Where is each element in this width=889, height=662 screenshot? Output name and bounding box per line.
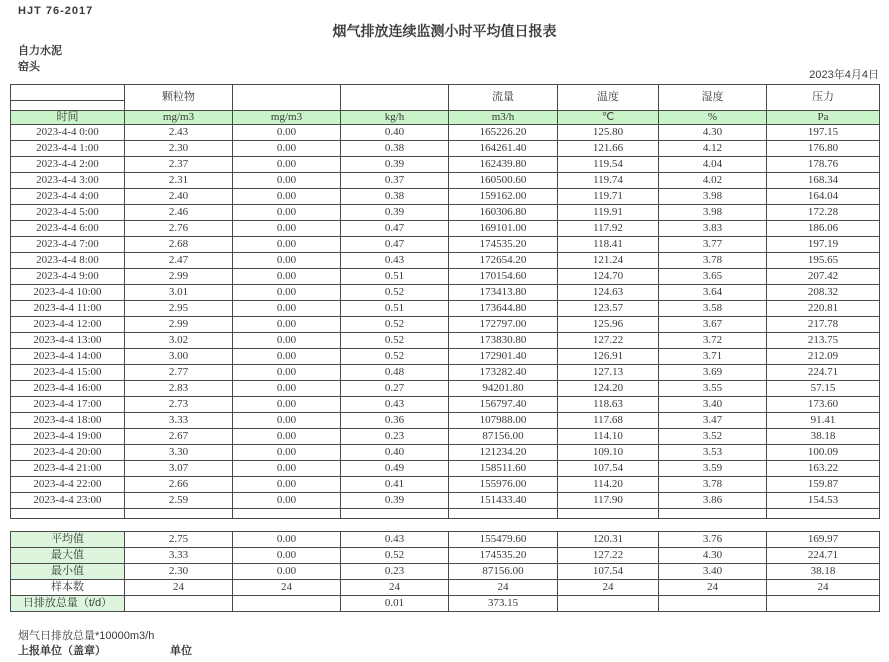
value-cell: 118.41 — [558, 237, 659, 253]
summary-value-cell — [125, 596, 233, 612]
unit-header-row — [11, 111, 880, 125]
summary-value-cell: 169.97 — [767, 532, 880, 548]
time-cell: 2023-4-4 3:00 — [11, 173, 125, 189]
summary-label: 日排放总量（t/d） — [11, 596, 125, 612]
table-row — [11, 157, 880, 173]
value-cell: 176.80 — [767, 141, 880, 157]
summary-value-cell: 120.31 — [558, 532, 659, 548]
time-cell: 2023-4-4 10:00 — [11, 285, 125, 301]
value-cell: 0.23 — [341, 429, 449, 445]
value-cell: 0.00 — [233, 397, 341, 413]
summary-label: 样本数 — [11, 580, 125, 596]
col-group-temperature: 温度 — [558, 85, 659, 111]
summary-value-cell: 0.00 — [233, 548, 341, 564]
value-cell: 168.34 — [767, 173, 880, 189]
value-cell: 94201.80 — [449, 381, 558, 397]
unit-mgm3-1: mg/m3 — [125, 111, 233, 125]
summary-value-cell: 24 — [558, 580, 659, 596]
value-cell: 119.74 — [558, 173, 659, 189]
value-cell: 125.96 — [558, 317, 659, 333]
value-cell: 0.51 — [341, 301, 449, 317]
corner-cell-top — [11, 85, 125, 101]
value-cell: 3.65 — [659, 269, 767, 285]
unit-percent: % — [659, 111, 767, 125]
value-cell: 164261.40 — [449, 141, 558, 157]
value-cell: 164.04 — [767, 189, 880, 205]
value-cell: 154.53 — [767, 493, 880, 509]
unit-celsius: ℃ — [558, 111, 659, 125]
value-cell: 2.66 — [125, 477, 233, 493]
company-name: 自力水泥 — [18, 45, 62, 57]
col-group-particulate: 颗粒物 — [125, 85, 233, 111]
value-cell: 156797.40 — [449, 397, 558, 413]
value-cell: 2.76 — [125, 221, 233, 237]
value-cell: 0.52 — [341, 349, 449, 365]
table-row — [11, 221, 880, 237]
summary-value-cell: 0.00 — [233, 532, 341, 548]
time-cell: 2023-4-4 14:00 — [11, 349, 125, 365]
value-cell: 0.00 — [233, 221, 341, 237]
value-cell: 3.33 — [125, 413, 233, 429]
value-cell: 169101.00 — [449, 221, 558, 237]
value-cell: 3.30 — [125, 445, 233, 461]
value-cell: 197.15 — [767, 125, 880, 141]
value-cell: 3.07 — [125, 461, 233, 477]
value-cell: 0.00 — [233, 125, 341, 141]
summary-value-cell: 224.71 — [767, 548, 880, 564]
time-cell: 2023-4-4 1:00 — [11, 141, 125, 157]
table-row — [11, 365, 880, 381]
summary-value-cell: 24 — [341, 580, 449, 596]
time-cell: 2023-4-4 7:00 — [11, 237, 125, 253]
time-cell: 2023-4-4 21:00 — [11, 461, 125, 477]
value-cell: 2.31 — [125, 173, 233, 189]
value-cell: 0.47 — [341, 221, 449, 237]
table-row — [11, 253, 880, 269]
summary-value-cell — [659, 596, 767, 612]
summary-value-cell: 38.18 — [767, 564, 880, 580]
time-cell: 2023-4-4 5:00 — [11, 205, 125, 221]
value-cell: 2.68 — [125, 237, 233, 253]
value-cell: 2.73 — [125, 397, 233, 413]
summary-value-cell — [233, 596, 341, 612]
table-row — [11, 477, 880, 493]
time-cell: 2023-4-4 0:00 — [11, 125, 125, 141]
table-row — [11, 461, 880, 477]
value-cell: 158511.60 — [449, 461, 558, 477]
value-cell: 0.52 — [341, 333, 449, 349]
value-cell: 217.78 — [767, 317, 880, 333]
table-row — [11, 205, 880, 221]
value-cell: 0.00 — [233, 253, 341, 269]
summary-table — [10, 531, 880, 612]
value-cell: 151433.40 — [449, 493, 558, 509]
summary-value-cell — [767, 596, 880, 612]
value-cell: 3.40 — [659, 397, 767, 413]
value-cell: 0.40 — [341, 125, 449, 141]
value-cell: 0.36 — [341, 413, 449, 429]
report-date: 2023年4月4日 — [809, 69, 879, 81]
value-cell: 0.00 — [233, 141, 341, 157]
table-row — [11, 413, 880, 429]
time-cell: 2023-4-4 13:00 — [11, 333, 125, 349]
value-cell: 125.80 — [558, 125, 659, 141]
col-group-blank-2 — [341, 85, 449, 111]
value-cell: 114.10 — [558, 429, 659, 445]
summary-label: 平均值 — [11, 532, 125, 548]
value-cell: 107988.00 — [449, 413, 558, 429]
value-cell: 224.71 — [767, 365, 880, 381]
value-cell: 2.83 — [125, 381, 233, 397]
summary-value-cell: 3.76 — [659, 532, 767, 548]
unit-pa: Pa — [767, 111, 880, 125]
value-cell: 0.00 — [233, 477, 341, 493]
summary-value-cell: 3.33 — [125, 548, 233, 564]
summary-label: 最小值 — [11, 564, 125, 580]
col-group-blank-1 — [233, 85, 341, 111]
value-cell: 3.64 — [659, 285, 767, 301]
value-cell: 0.00 — [233, 269, 341, 285]
table-row — [11, 445, 880, 461]
value-cell: 160500.60 — [449, 173, 558, 189]
time-cell: 2023-4-4 4:00 — [11, 189, 125, 205]
unit-mgm3-2: mg/m3 — [233, 111, 341, 125]
time-cell: 2023-4-4 18:00 — [11, 413, 125, 429]
value-cell: 3.98 — [659, 189, 767, 205]
value-cell: 220.81 — [767, 301, 880, 317]
value-cell: 0.47 — [341, 237, 449, 253]
value-cell: 124.20 — [558, 381, 659, 397]
value-cell: 160306.80 — [449, 205, 558, 221]
summary-row — [11, 564, 880, 580]
summary-value-cell: 0.43 — [341, 532, 449, 548]
value-cell: 3.71 — [659, 349, 767, 365]
flow-total-note: 烟气日排放总量*10000m3/h — [18, 630, 155, 642]
value-cell: 4.02 — [659, 173, 767, 189]
summary-value-cell: 107.54 — [558, 564, 659, 580]
value-cell: 2.59 — [125, 493, 233, 509]
time-cell: 2023-4-4 9:00 — [11, 269, 125, 285]
value-cell: 207.42 — [767, 269, 880, 285]
unit-m3h: m3/h — [449, 111, 558, 125]
summary-value-cell: 0.23 — [341, 564, 449, 580]
time-cell: 2023-4-4 8:00 — [11, 253, 125, 269]
value-cell: 0.00 — [233, 205, 341, 221]
time-cell: 2023-4-4 12:00 — [11, 317, 125, 333]
value-cell: 163.22 — [767, 461, 880, 477]
value-cell: 0.00 — [233, 189, 341, 205]
value-cell: 159.87 — [767, 477, 880, 493]
value-cell: 0.00 — [233, 317, 341, 333]
table-row — [11, 381, 880, 397]
value-cell: 213.75 — [767, 333, 880, 349]
table-row — [11, 141, 880, 157]
value-cell: 195.65 — [767, 253, 880, 269]
value-cell: 178.76 — [767, 157, 880, 173]
value-cell: 124.70 — [558, 269, 659, 285]
time-cell: 2023-4-4 19:00 — [11, 429, 125, 445]
value-cell: 109.10 — [558, 445, 659, 461]
unit-label: 单位 — [170, 645, 192, 657]
summary-value-cell: 0.00 — [233, 564, 341, 580]
summary-value-cell: 155479.60 — [449, 532, 558, 548]
value-cell: 126.91 — [558, 349, 659, 365]
value-cell: 127.13 — [558, 365, 659, 381]
time-cell: 2023-4-4 15:00 — [11, 365, 125, 381]
value-cell: 0.38 — [341, 189, 449, 205]
value-cell: 0.37 — [341, 173, 449, 189]
value-cell: 159162.00 — [449, 189, 558, 205]
value-cell: 121.66 — [558, 141, 659, 157]
value-cell: 3.78 — [659, 253, 767, 269]
value-cell: 117.90 — [558, 493, 659, 509]
value-cell: 0.00 — [233, 429, 341, 445]
value-cell: 0.39 — [341, 157, 449, 173]
time-cell: 2023-4-4 6:00 — [11, 221, 125, 237]
value-cell: 3.83 — [659, 221, 767, 237]
value-cell: 173.60 — [767, 397, 880, 413]
value-cell: 3.69 — [659, 365, 767, 381]
value-cell: 173413.80 — [449, 285, 558, 301]
value-cell: 2.77 — [125, 365, 233, 381]
value-cell: 2.40 — [125, 189, 233, 205]
value-cell: 0.39 — [341, 493, 449, 509]
value-cell: 4.12 — [659, 141, 767, 157]
summary-row — [11, 580, 880, 596]
value-cell: 0.43 — [341, 397, 449, 413]
summary-value-cell: 24 — [125, 580, 233, 596]
col-group-humidity: 湿度 — [659, 85, 767, 111]
value-cell: 3.72 — [659, 333, 767, 349]
summary-value-cell: 174535.20 — [449, 548, 558, 564]
table-row — [11, 269, 880, 285]
value-cell: 0.00 — [233, 157, 341, 173]
value-cell: 0.52 — [341, 317, 449, 333]
value-cell: 172797.00 — [449, 317, 558, 333]
value-cell: 3.58 — [659, 301, 767, 317]
value-cell: 0.00 — [233, 285, 341, 301]
col-group-pressure: 压力 — [767, 85, 880, 111]
value-cell: 174535.20 — [449, 237, 558, 253]
summary-value-cell: 24 — [449, 580, 558, 596]
summary-value-cell: 24 — [233, 580, 341, 596]
value-cell: 208.32 — [767, 285, 880, 301]
hourly-data-table — [10, 84, 880, 519]
value-cell: 0.48 — [341, 365, 449, 381]
value-cell: 0.51 — [341, 269, 449, 285]
value-cell: 4.30 — [659, 125, 767, 141]
value-cell: 0.52 — [341, 285, 449, 301]
table-gap — [10, 519, 879, 531]
value-cell: 119.91 — [558, 205, 659, 221]
report-body — [10, 84, 879, 612]
value-cell: 173282.40 — [449, 365, 558, 381]
table-row — [11, 429, 880, 445]
summary-value-cell: 24 — [659, 580, 767, 596]
value-cell: 170154.60 — [449, 269, 558, 285]
value-cell: 119.71 — [558, 189, 659, 205]
report-title: 烟气排放连续监测小时平均值日报表 — [332, 23, 557, 39]
summary-value-cell: 2.75 — [125, 532, 233, 548]
value-cell: 121234.20 — [449, 445, 558, 461]
table-row — [11, 493, 880, 509]
group-header-row — [11, 85, 880, 101]
col-group-flow: 流量 — [449, 85, 558, 111]
table-row — [11, 237, 880, 253]
value-cell: 87156.00 — [449, 429, 558, 445]
value-cell: 2.99 — [125, 317, 233, 333]
time-cell: 2023-4-4 23:00 — [11, 493, 125, 509]
value-cell: 2.95 — [125, 301, 233, 317]
value-cell: 172654.20 — [449, 253, 558, 269]
value-cell: 119.54 — [558, 157, 659, 173]
value-cell: 2.37 — [125, 157, 233, 173]
summary-value-cell: 127.22 — [558, 548, 659, 564]
value-cell: 0.00 — [233, 349, 341, 365]
value-cell: 91.41 — [767, 413, 880, 429]
value-cell: 186.06 — [767, 221, 880, 237]
value-cell: 0.38 — [341, 141, 449, 157]
value-cell: 162439.80 — [449, 157, 558, 173]
value-cell: 165226.20 — [449, 125, 558, 141]
table-row — [11, 397, 880, 413]
value-cell: 197.19 — [767, 237, 880, 253]
table-row — [11, 333, 880, 349]
value-cell: 3.98 — [659, 205, 767, 221]
time-header: 时间 — [11, 111, 125, 125]
value-cell: 173830.80 — [449, 333, 558, 349]
time-cell: 2023-4-4 20:00 — [11, 445, 125, 461]
monitor-location: 窑头 — [18, 61, 40, 73]
summary-value-cell — [558, 596, 659, 612]
value-cell: 0.00 — [233, 413, 341, 429]
value-cell: 2.43 — [125, 125, 233, 141]
value-cell: 3.52 — [659, 429, 767, 445]
value-cell: 117.68 — [558, 413, 659, 429]
value-cell: 3.67 — [659, 317, 767, 333]
value-cell: 0.43 — [341, 253, 449, 269]
value-cell: 4.04 — [659, 157, 767, 173]
value-cell: 118.63 — [558, 397, 659, 413]
summary-row — [11, 532, 880, 548]
value-cell: 3.59 — [659, 461, 767, 477]
value-cell: 0.49 — [341, 461, 449, 477]
summary-row — [11, 548, 880, 564]
value-cell: 124.63 — [558, 285, 659, 301]
value-cell: 3.86 — [659, 493, 767, 509]
value-cell: 0.27 — [341, 381, 449, 397]
value-cell: 100.09 — [767, 445, 880, 461]
time-cell: 2023-4-4 17:00 — [11, 397, 125, 413]
value-cell: 3.55 — [659, 381, 767, 397]
summary-value-cell: 373.15 — [449, 596, 558, 612]
value-cell: 107.54 — [558, 461, 659, 477]
value-cell: 173644.80 — [449, 301, 558, 317]
value-cell: 172.28 — [767, 205, 880, 221]
time-cell: 2023-4-4 22:00 — [11, 477, 125, 493]
value-cell: 57.15 — [767, 381, 880, 397]
summary-row — [11, 596, 880, 612]
table-row — [11, 301, 880, 317]
value-cell: 0.41 — [341, 477, 449, 493]
value-cell: 3.01 — [125, 285, 233, 301]
table-row — [11, 189, 880, 205]
value-cell: 0.00 — [233, 333, 341, 349]
value-cell: 2.30 — [125, 141, 233, 157]
value-cell: 114.20 — [558, 477, 659, 493]
time-cell: 2023-4-4 16:00 — [11, 381, 125, 397]
standard-code: HJT 76-2017 — [18, 5, 94, 17]
table-row — [11, 285, 880, 301]
value-cell: 3.47 — [659, 413, 767, 429]
summary-value-cell: 0.52 — [341, 548, 449, 564]
value-cell: 38.18 — [767, 429, 880, 445]
value-cell: 0.00 — [233, 445, 341, 461]
time-cell: 2023-4-4 2:00 — [11, 157, 125, 173]
value-cell: 212.09 — [767, 349, 880, 365]
time-cell: 2023-4-4 11:00 — [11, 301, 125, 317]
summary-value-cell: 2.30 — [125, 564, 233, 580]
value-cell: 155976.00 — [449, 477, 558, 493]
empty-row — [11, 509, 880, 519]
value-cell: 0.00 — [233, 381, 341, 397]
table-row — [11, 317, 880, 333]
value-cell: 0.40 — [341, 445, 449, 461]
summary-value-cell: 0.01 — [341, 596, 449, 612]
value-cell: 0.00 — [233, 365, 341, 381]
summary-value-cell: 3.40 — [659, 564, 767, 580]
value-cell: 127.22 — [558, 333, 659, 349]
summary-label: 最大值 — [11, 548, 125, 564]
value-cell: 0.00 — [233, 493, 341, 509]
value-cell: 3.78 — [659, 477, 767, 493]
value-cell: 0.00 — [233, 237, 341, 253]
value-cell: 3.02 — [125, 333, 233, 349]
summary-value-cell: 24 — [767, 580, 880, 596]
value-cell: 0.00 — [233, 173, 341, 189]
value-cell: 117.92 — [558, 221, 659, 237]
report-unit-label: 上报单位（盖章） — [18, 645, 106, 657]
value-cell: 3.00 — [125, 349, 233, 365]
value-cell: 3.77 — [659, 237, 767, 253]
value-cell: 0.00 — [233, 301, 341, 317]
value-cell: 0.00 — [233, 461, 341, 477]
value-cell: 3.53 — [659, 445, 767, 461]
summary-value-cell: 87156.00 — [449, 564, 558, 580]
value-cell: 2.99 — [125, 269, 233, 285]
unit-kgh: kg/h — [341, 111, 449, 125]
value-cell: 2.47 — [125, 253, 233, 269]
summary-value-cell: 4.30 — [659, 548, 767, 564]
value-cell: 172901.40 — [449, 349, 558, 365]
value-cell: 123.57 — [558, 301, 659, 317]
corner-cell-bottom — [11, 101, 125, 111]
table-row — [11, 173, 880, 189]
table-row — [11, 349, 880, 365]
value-cell: 121.24 — [558, 253, 659, 269]
value-cell: 2.67 — [125, 429, 233, 445]
value-cell: 2.46 — [125, 205, 233, 221]
value-cell: 0.39 — [341, 205, 449, 221]
table-row — [11, 125, 880, 141]
